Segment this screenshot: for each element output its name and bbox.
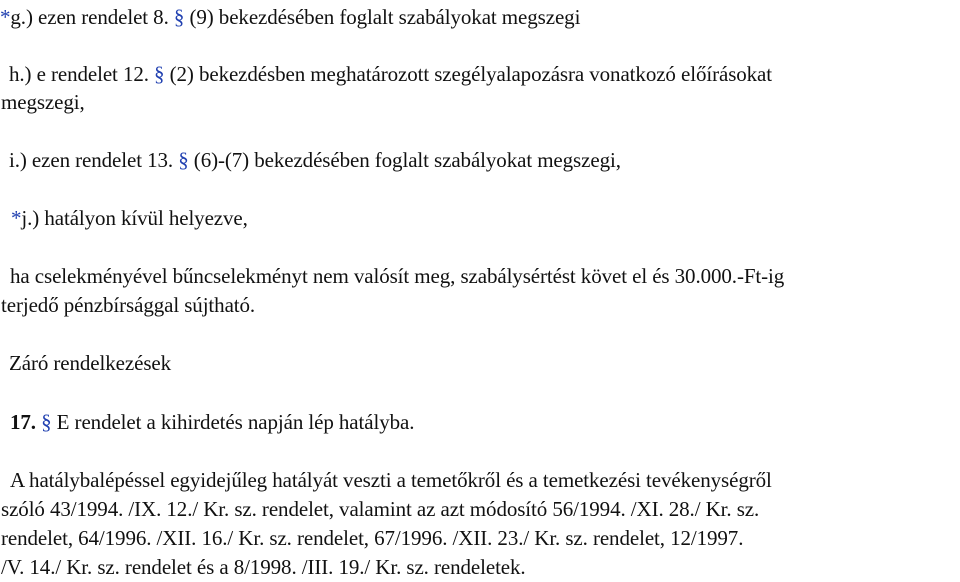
- item-h-text: (2) bekezdésben meghatározott szegélyalapozásra vonatkozó előírásokat: [169, 62, 773, 86]
- item-i-text: (6)-(7) bekezdésében foglalt szabályokat megszegi,: [193, 148, 621, 172]
- item-h-line2: megszegi,: [1, 90, 85, 114]
- item-j-text: hatályon kívül helyezve,: [44, 206, 248, 230]
- section-sign: §: [178, 148, 189, 172]
- amendment-asterisk: *: [0, 5, 11, 29]
- item-g-label: g.) ezen rendelet 8.: [10, 5, 169, 29]
- item-i: [9, 147, 621, 173]
- section-sign: §: [41, 410, 52, 434]
- section-sign: §: [154, 62, 165, 86]
- article-17-text: E rendelet a kihirdetés napján lép hatályba.: [56, 410, 415, 434]
- penalty-line1: ha cselekményével bűncselekményt nem valósít meg, szabálysértést követ el és 30.000.-Ft-ig: [10, 264, 785, 288]
- item-i-label: i.) ezen rendelet 13.: [9, 148, 174, 172]
- repeal-line3: rendelet, 64/1996. /XII. 16./ Kr. sz. rendelet, 67/1996. /XII. 23./ Kr. sz. rendelet, 12/1997.: [1, 526, 744, 550]
- repeal-line2: szóló 43/1994. /IX. 12./ Kr. sz. rendelet, valamint az azt módosító 56/1994. /XI. 28./ Kr. sz.: [1, 497, 760, 521]
- repeal-line1: A hatálybalépéssel egyidejűleg hatályát veszti a temetőkről és a temetkezési tevékenységről: [10, 468, 772, 492]
- item-j-label: j.): [21, 206, 40, 230]
- article-number: 17.: [10, 410, 36, 434]
- closing-heading: Záró rendelkezések: [9, 351, 172, 375]
- repeal-line4: /V. 14./ Kr. sz. rendelet és a 8/1998. /III. 19./ Kr. sz. rendeletek.: [1, 555, 526, 579]
- item-j: [11, 205, 248, 231]
- item-h-label: h.) e rendelet 12.: [9, 62, 149, 86]
- penalty-line2: terjedő pénzbírsággal sújtható.: [1, 293, 256, 317]
- item-h-line1: [9, 61, 772, 87]
- item-g: [0, 4, 580, 30]
- item-g-text: (9) bekezdésében foglalt szabályokat megszegi: [189, 5, 581, 29]
- amendment-asterisk: *: [11, 206, 22, 230]
- section-sign: §: [173, 5, 185, 29]
- article-17: [10, 409, 414, 435]
